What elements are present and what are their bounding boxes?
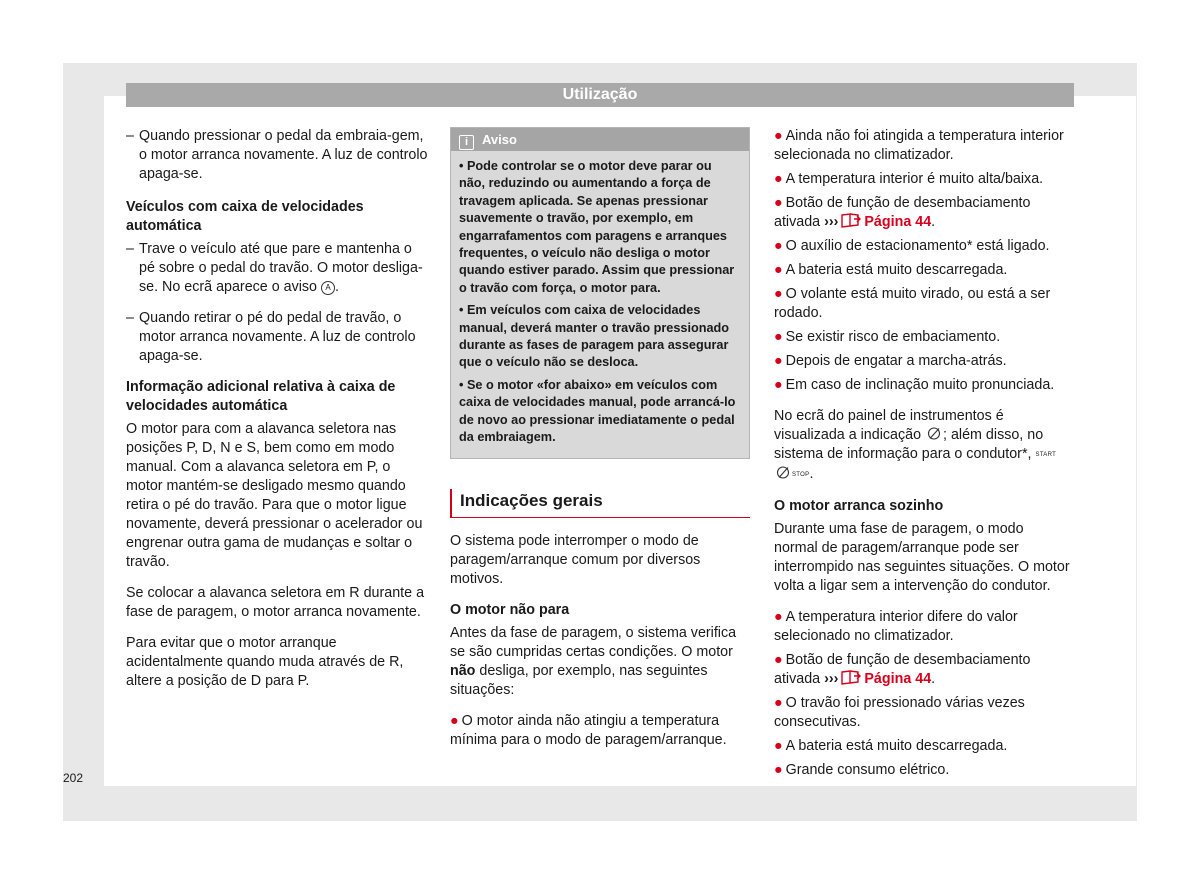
paragraph: O motor para com a alavanca seletora nas posições P, D, N e S, bem como em modo manual. Com a alavanca seletora em P, o motor mantém-se desligado mesmo quando retira o pé do travão. Para que o motor ligue novamente, deverá pressionar o acelerador ou engrenar outra gama de mudanças e soltar o travão. bbox=[126, 421, 423, 570]
subheading-automatic: Veículos com caixa de velocidades automática bbox=[126, 199, 364, 234]
bullet-icon: ● bbox=[774, 353, 783, 369]
paragraph: Durante uma fase de paragem, o modo normal de paragem/arranque pode ser interrompido nas seguintes situações. O motor volta a ligar sem a intervenção do condutor. bbox=[774, 521, 1070, 594]
bullet-item bbox=[774, 285, 1070, 323]
subheading-no-stop: O motor não para bbox=[450, 601, 570, 618]
bullet-item bbox=[774, 608, 1070, 646]
warning-body bbox=[451, 151, 749, 458]
dash-marker: – bbox=[126, 241, 134, 257]
page-number: 202 bbox=[63, 771, 84, 785]
text-part: Antes da fase de paragem, o sistema verifica se são cumpridas certas condições. O motor bbox=[450, 624, 737, 660]
bullet-item bbox=[774, 737, 1070, 756]
bullet-text: A bateria está muito descarregada. bbox=[785, 262, 1008, 278]
dash-item bbox=[126, 240, 428, 297]
bullet-text: O travão foi pressionado várias vezes consecutivas. bbox=[774, 695, 1025, 730]
dash-text: Quando pressionar o pedal da embraia-gem, o motor arranca novamente. A luz de controlo apaga-se. bbox=[139, 128, 428, 182]
paragraph bbox=[450, 624, 750, 700]
subheading-self-start: O motor arranca sozinho bbox=[774, 498, 944, 514]
dash-text-end: . bbox=[335, 279, 339, 295]
warning-item: • Se o motor «for abaixo» em veículos com caixa de velocidades manual, pode arrancá-lo de novo ao pressionar imediatamente o pedal da embraiagem. bbox=[459, 377, 736, 445]
dash-item bbox=[126, 309, 428, 366]
bullet-text: Botão de função de desembaciamento ativada bbox=[774, 652, 1031, 687]
dash-text: Quando retirar o pé do pedal de travão, o motor arranca novamente. A luz de controlo apaga-se. bbox=[139, 310, 416, 364]
column-1 bbox=[126, 127, 428, 703]
bullet-item bbox=[774, 170, 1070, 189]
warning-text: Pode controlar se o motor deve parar ou não, reduzindo ou aumentando a força de travagem aplicada. Se apenas pressionar suavemente o travão, por exemplo, em engarrafamentos com paragens e arranques frequentes, o veículo não desliga o motor quando estiver parado. Assim que pressionar o travão com força, o motor para. bbox=[459, 159, 735, 295]
section-title: Indicações gerais bbox=[450, 489, 750, 518]
bullet-item bbox=[774, 694, 1070, 732]
warning-box bbox=[450, 127, 750, 459]
bullet-text: A temperatura interior difere do valor selecionado no climatizador. bbox=[774, 609, 1018, 644]
bullet-icon: ● bbox=[774, 377, 783, 393]
bullet-item bbox=[774, 352, 1070, 371]
bullet-text: A bateria está muito descarregada. bbox=[785, 738, 1008, 754]
dash-text-part: Trave o veículo até que pare e mantenha o pé sobre o pedal do travão. O motor desliga-se. No ecrã aparece o aviso bbox=[139, 241, 423, 295]
start-label: START bbox=[1035, 452, 1057, 458]
bullet-text: A temperatura interior é muito alta/baixa. bbox=[785, 171, 1044, 187]
bullet-item bbox=[774, 376, 1070, 395]
paragraph bbox=[774, 407, 1070, 485]
bullet-icon: ● bbox=[774, 238, 783, 254]
warning-text: Se o motor «for abaixo» em veículos com caixa de velocidades manual, pode arrancá-lo de novo ao pressionar imediatamente o pedal da embraiagem. bbox=[459, 377, 736, 445]
bullet-text: Ainda não foi atingida a temperatura interior selecionada no climatizador. bbox=[774, 128, 1064, 163]
bullet-icon: ● bbox=[774, 171, 783, 187]
warning-text: Em veículos com caixa de velocidades manual, deverá manter o travão pressionado durante as fases de paragem para assegurar que o veículo não se desloca. bbox=[459, 303, 730, 370]
text-part: ; além disso, no sistema de informação para o condutor*, bbox=[774, 427, 1044, 462]
bullet-text: Grande consumo elétrico. bbox=[785, 762, 950, 778]
text-part: No ecrã do painel de instrumentos é visualizada a indicação bbox=[774, 408, 1004, 443]
book-icon bbox=[840, 213, 862, 228]
bullet-text: Se existir risco de embaciamento. bbox=[785, 329, 1001, 345]
text-part: desliga, por exemplo, nas seguintes situações: bbox=[450, 662, 708, 698]
warning-item: • Pode controlar se o motor deve parar ou não, reduzindo ou aumentando a força de travagem aplicada. Se apenas pressionar suavemente o travão, por exemplo, em engarrafamentos com paragens e arranques frequentes, o veículo não desliga o motor quando estiver parado. Assim que pressionar o travão com força, o motor para. bbox=[459, 159, 735, 295]
bullet-item bbox=[774, 194, 1070, 232]
column-3 bbox=[774, 127, 1070, 785]
engine-off-icon bbox=[927, 426, 941, 441]
bullet-item bbox=[774, 328, 1070, 347]
chapter-header: Utilização bbox=[126, 83, 1074, 107]
warning-header bbox=[451, 128, 749, 151]
bullet-text: Botão de função de desembaciamento ativada bbox=[774, 195, 1031, 230]
dash-text bbox=[139, 240, 428, 297]
reference-arrows: ››› bbox=[824, 671, 839, 687]
page-reference-link[interactable]: Página 44 bbox=[864, 671, 932, 687]
paragraph: Para evitar que o motor arranque acidentalmente quando muda através de R, altere a posição de D para P. bbox=[126, 635, 404, 689]
bullet-icon: ● bbox=[774, 609, 783, 625]
subheading-additional-info: Informação adicional relativa à caixa de velocidades automática bbox=[126, 379, 396, 414]
bullet-text: Depois de engatar a marcha-atrás. bbox=[785, 353, 1007, 369]
reference-arrows: ››› bbox=[824, 214, 839, 230]
bullet-text: O volante está muito virado, ou está a ser rodado. bbox=[774, 286, 1051, 321]
bullet-icon: ● bbox=[774, 286, 783, 302]
bullet-icon: ● bbox=[774, 738, 783, 754]
bullet-icon: ● bbox=[774, 128, 783, 144]
emphasis: não bbox=[450, 662, 476, 679]
bullet-icon: ● bbox=[774, 329, 783, 345]
paragraph: Se colocar a alavanca seletora em R durante a fase de paragem, o motor arranca novamente. bbox=[126, 585, 425, 620]
dash-marker: – bbox=[126, 128, 134, 144]
bullet-icon: ● bbox=[774, 762, 783, 778]
bullet-icon: ● bbox=[774, 695, 783, 711]
paragraph: O sistema pode interromper o modo de paragem/arranque comum por diversos motivos. bbox=[450, 532, 701, 587]
text-end: . bbox=[809, 466, 814, 482]
bullet-icon: ● bbox=[774, 652, 783, 668]
dash-item bbox=[126, 127, 428, 184]
warning-item: • Em veículos com caixa de velocidades manual, deverá manter o travão pressionado durante as fases de paragem para assegurar que o veículo não se desloca. bbox=[459, 303, 730, 370]
warning-title: Aviso bbox=[482, 132, 517, 147]
bullet-item bbox=[774, 127, 1070, 165]
bullet-text-end: . bbox=[931, 671, 936, 687]
bullet-icon: ● bbox=[774, 195, 783, 211]
bullet-text-end: . bbox=[931, 214, 936, 230]
bullet-item bbox=[774, 261, 1070, 280]
bullet-text: Em caso de inclinação muito pronunciada. bbox=[785, 377, 1055, 393]
engine-off-icon bbox=[776, 465, 790, 480]
bullet-item bbox=[774, 761, 1070, 780]
page-reference-link[interactable]: Página 44 bbox=[864, 214, 932, 230]
stop-label: STOP bbox=[792, 472, 810, 478]
bullet-text: O auxílio de estacionamento* está ligado. bbox=[785, 238, 1050, 254]
info-icon: i bbox=[459, 135, 474, 150]
bullet-item bbox=[450, 712, 750, 750]
bullet-item bbox=[774, 651, 1070, 689]
bullet-icon: ● bbox=[450, 712, 459, 729]
column-2 bbox=[450, 127, 750, 755]
auto-stop-warning-icon: A bbox=[321, 281, 335, 295]
bullet-text: O motor ainda não atingiu a temperatura mínima para o modo de paragem/arranque. bbox=[450, 712, 727, 748]
book-icon bbox=[840, 670, 862, 685]
dash-marker: – bbox=[126, 310, 134, 326]
bullet-item bbox=[774, 237, 1070, 256]
bullet-icon: ● bbox=[774, 262, 783, 278]
